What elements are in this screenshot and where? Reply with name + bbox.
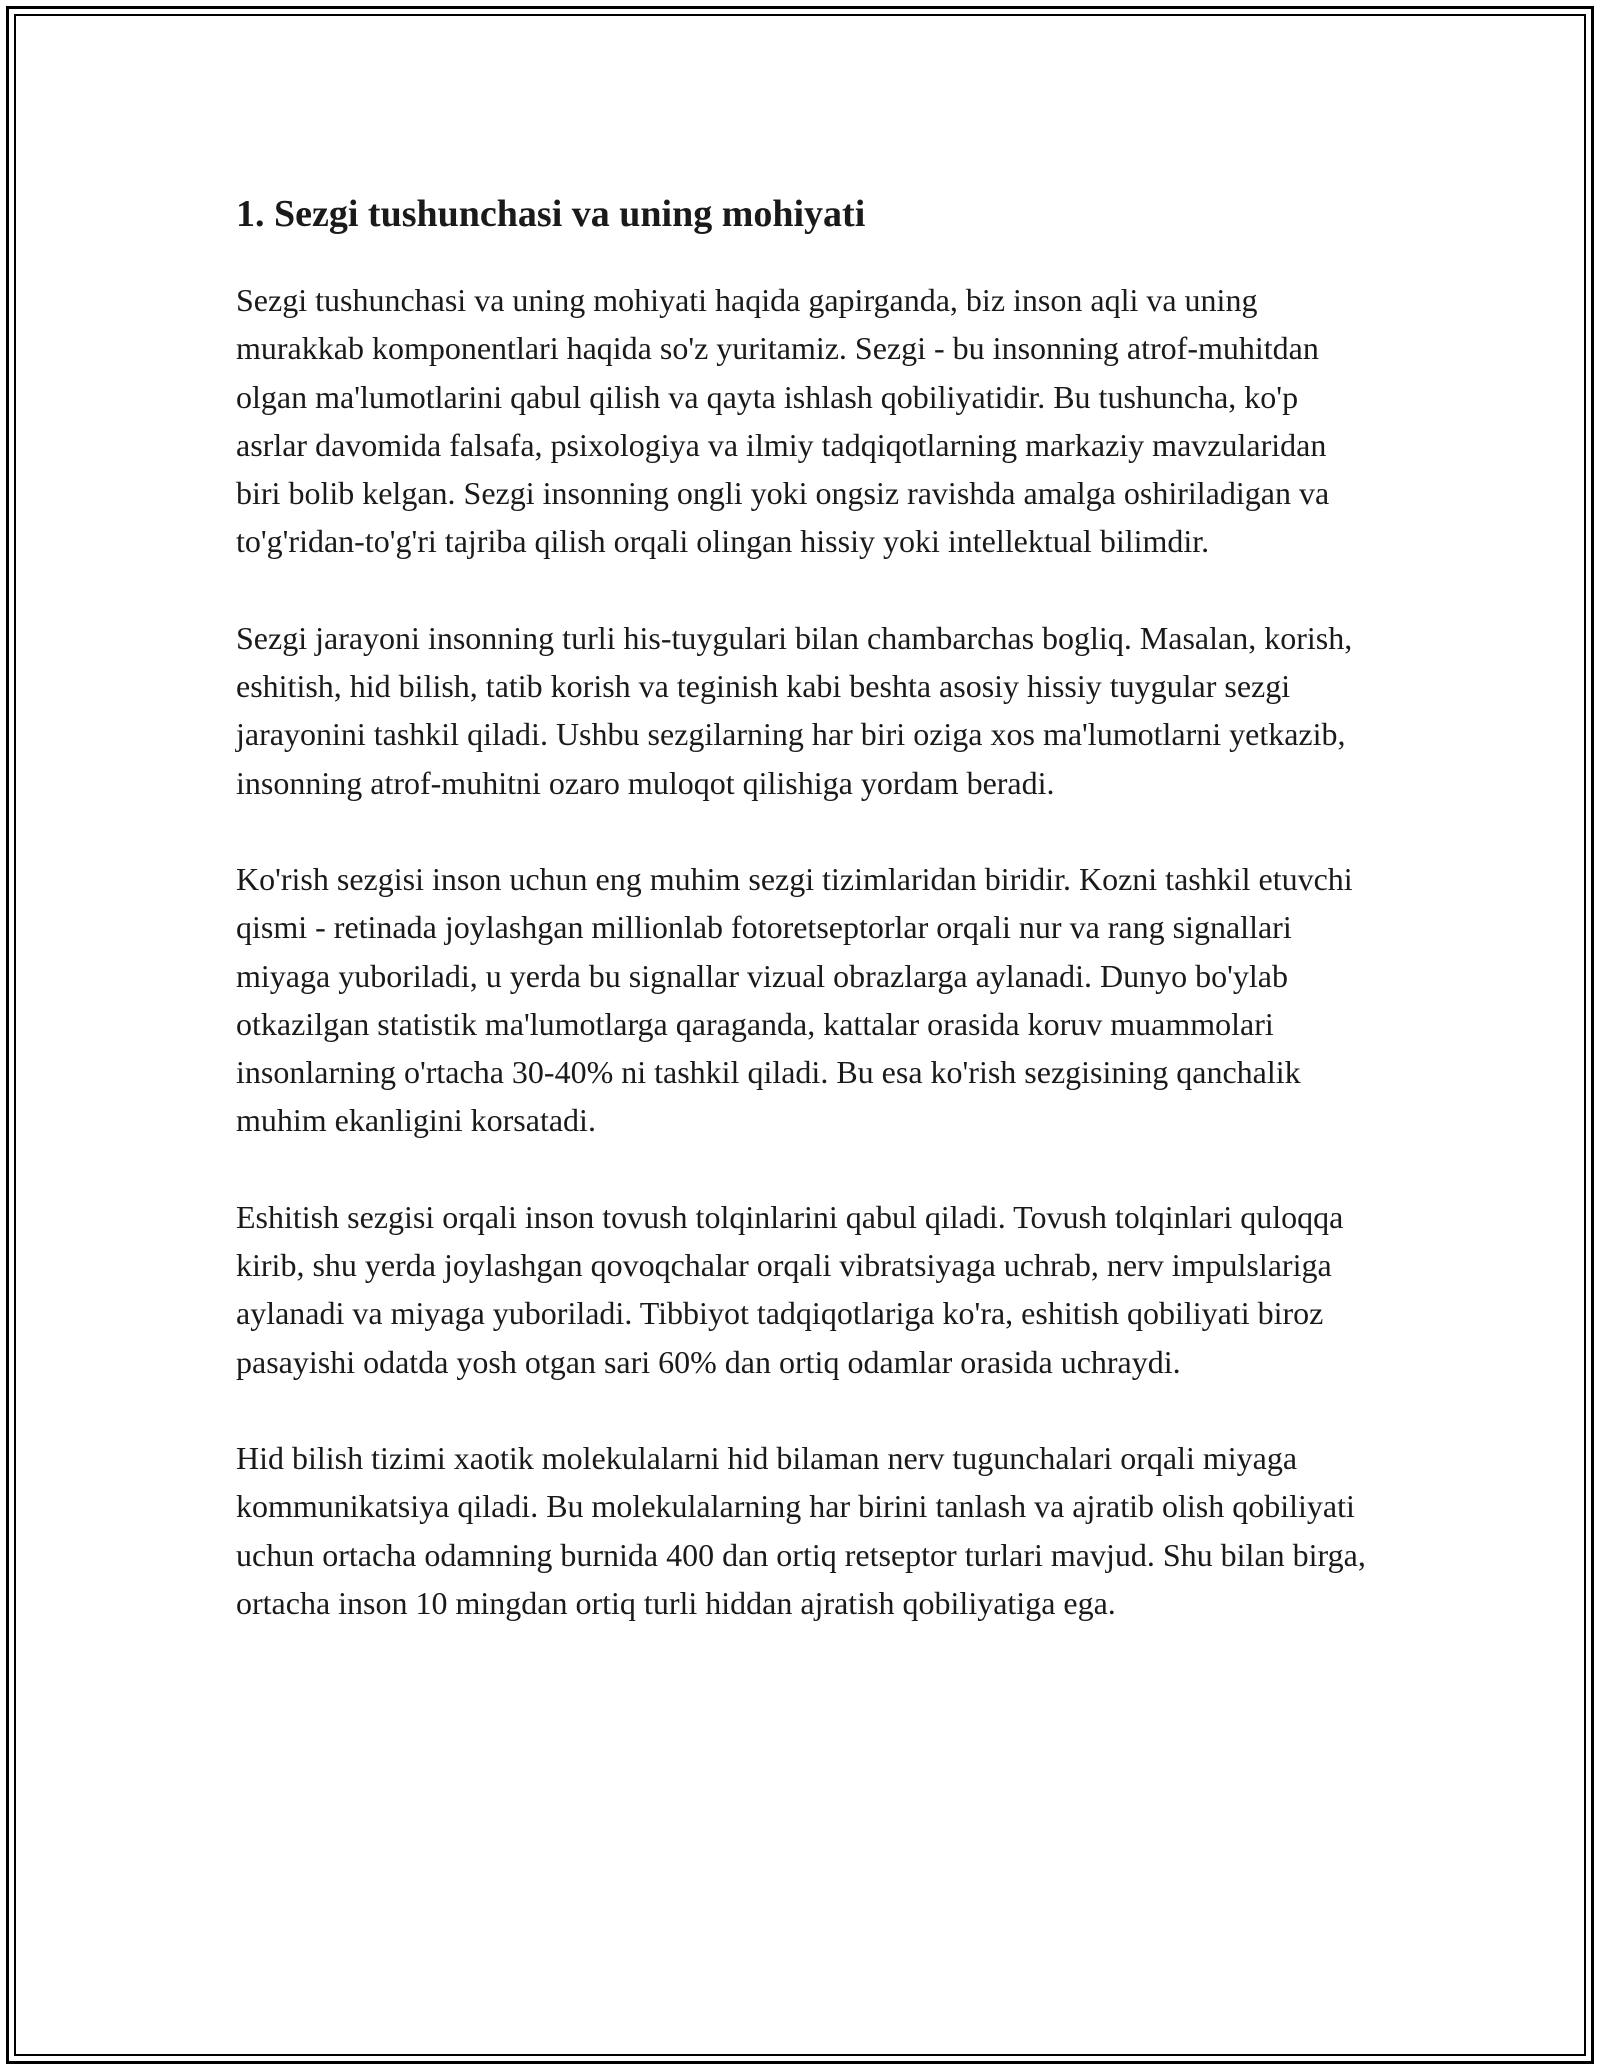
paragraph-vision: Ko'rish sezgisi inson uchun eng muhim sezgi tizimlaridan biridir. Kozni tashkil etuvchi qismi - retinada joylashgan millionlab fotoretseptorlar orqali nur va rang signallari miyaga yuboriladi, u yerda bu signallar vizual obrazlarga aylanadi. Dunyo bo'ylab otkazilgan statistik ma'lumotlarga qaraganda, kattalar orasida koruv muammolari insonlarning o'rtacha 30-40% ni tashkil qiladi. Bu esa ko'rish sezgisining qanchalik muhim ekanligini korsatadi.: [236, 860, 1353, 1139]
paragraph-intro: Sezgi tushunchasi va uning mohiyati haqida gapirganda, biz inson aqli va uning murakkab komponentlari haqida so'z yuritamiz. Sezgi - bu insonning atrof-muhitdan olgan ma'lumotlarini qabul qilish va qayta ishlash qobiliyatidir. Bu tushuncha, ko'p asrlar davomida falsafa, psixologiya va ilmiy tadqiqotlarning markaziy mavzularidan biri bolib kelgan. Sezgi insonning ongli yoki ongsiz ravishda amalga oshiriladigan va to'g'ridan-to'g'ri tajriba qilish orqali olingan hissiy yoki intellektual bilimdir.: [236, 282, 1330, 560]
paragraph-senses: Sezgi jarayoni insonning turli his-tuygulari bilan chambarchas bogliq. Masalan, korish, eshitish, hid bilish, tatib korish va teginish kabi beshta asosiy hissiy tuygular sezgi jarayonini tashkil qiladi. Ushbu sezgilarning har biri oziga xos ma'lumotlarni yetkazib, insonning atrof-muhitni ozaro muloqot qilishiga yordam beradi.: [236, 619, 1353, 801]
paragraph-smell: Hid bilish tizimi xaotik molekulalarni hid bilaman nerv tugunchalari orqali miyaga kommunikatsiya qiladi. Bu molekulalarning har birini tanlash va ajratib olish qobiliyati uchun ortacha odamning burnida 400 dan ortiq retseptor turlari mavjud. Shu bilan birga, ortacha inson 10 mingdan ortiq turli hiddan ajratish qobiliyatiga ega.: [236, 1439, 1366, 1621]
paragraph-hearing: Eshitish sezgisi orqali inson tovush tolqinlarini qabul qiladi. Tovush tolqinlari quloqqa kirib, shu yerda joylashgan qovoqchalar orqali vibratsiyaga uchrab, nerv impulslariga aylanadi va miyaga yuboriladi. Tibbiyot tadqiqotlariga ko'ra, eshitish qobiliyati biroz pasayishi odatda yosh otgan sari 60% dan ortiq odamlar orasida uchraydi.: [236, 1198, 1344, 1380]
document-body: [236, 186, 1376, 1675]
section-title: 1. Sezgi tushunchasi va uning mohiyati: [236, 193, 866, 235]
